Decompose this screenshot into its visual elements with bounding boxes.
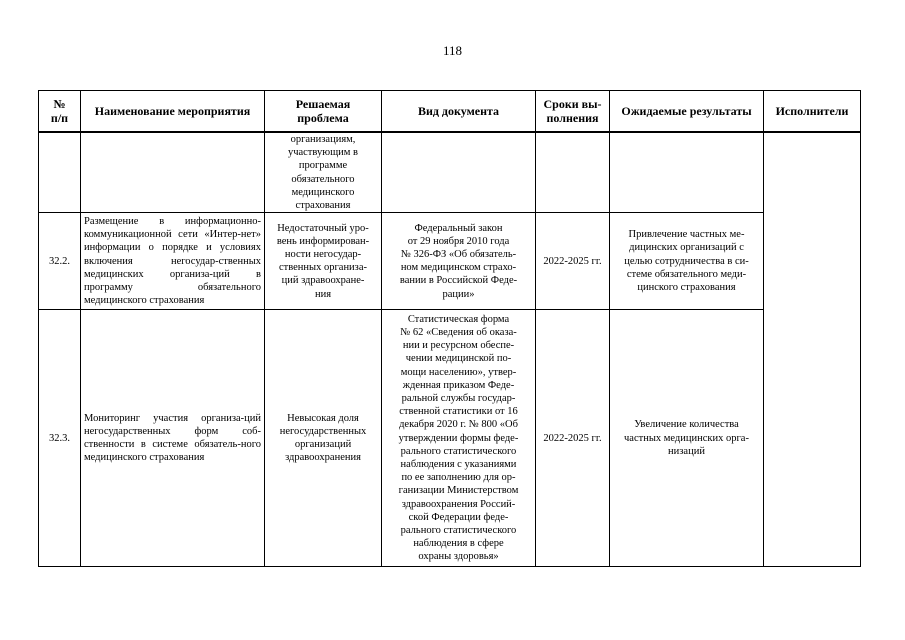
cell-action: Размещение в информационно-коммуникационной сети «Интер-нет» информации о порядке и условиях включения негосудар-ственных медицинских организа-ций в программу обязательного медицинского страхования <box>81 213 265 310</box>
cell-problem: Невысокая доля негосударственных организаций здравоохранения <box>265 310 382 567</box>
cell-result: Привлечение частных ме- дицинских организаций с целью сотрудничества в си- стеме обязательного меди- цинского страхования <box>610 213 764 310</box>
cell-num: 32.2. <box>39 213 81 310</box>
cell-result <box>610 132 764 213</box>
header-executor: Исполнители <box>764 91 861 133</box>
cell-document <box>382 132 536 213</box>
cell-document: Статистическая форма № 62 «Сведения об оказа- нии и ресурсном обеспе- чении медицинской по- мощи населению», утвер- жденная приказом Феде- ральной службы государ- ственной статистики от 16 декабря 2020 г. № 800 «Об утверждении формы феде- рального статистического наблюдения с указаниями по ее заполнению для ор- ганизации Министерством здравоохранения Россий- ской Федерации феде- рального статистического наблюдения в сфере охраны здоровья» <box>382 310 536 567</box>
header-num: № п/п <box>39 91 81 133</box>
cell-executor <box>764 132 861 567</box>
header-term: Сроки вы- полнения <box>536 91 610 133</box>
cell-action: Мониторинг участия организа-ций негосударственных форм соб-ственности в системе обязатель-ного медицинского страхования <box>81 310 265 567</box>
table-row <box>39 310 861 567</box>
table-row <box>39 132 861 213</box>
cell-term: 2022-2025 гг. <box>536 213 610 310</box>
cell-num: 32.3. <box>39 310 81 567</box>
cell-problem: Недостаточный уро- вень информирован- ности негосудар- ственных организа- ций здравоохране- ния <box>265 213 382 310</box>
cell-term <box>536 132 610 213</box>
cell-problem: организациям, участвующим в программе обязательного медицинского страхования <box>265 132 382 213</box>
cell-action <box>81 132 265 213</box>
page-number: 118 <box>442 43 463 58</box>
cell-num <box>39 132 81 213</box>
cell-term: 2022-2025 гг. <box>536 310 610 567</box>
header-action: Наименование мероприятия <box>81 91 265 133</box>
table-row <box>39 213 861 310</box>
table-header-row <box>39 91 861 133</box>
header-result: Ожидаемые результаты <box>610 91 764 133</box>
measures-table <box>38 90 861 567</box>
header-problem: Решаемая проблема <box>265 91 382 133</box>
cell-result: Увеличение количества частных медицинских орга- низаций <box>610 310 764 567</box>
header-document: Вид документа <box>382 91 536 133</box>
cell-document: Федеральный закон от 29 ноября 2010 года № 326-ФЗ «Об обязатель- ном медицинском страхо- вании в Российской Феде- рации» <box>382 213 536 310</box>
